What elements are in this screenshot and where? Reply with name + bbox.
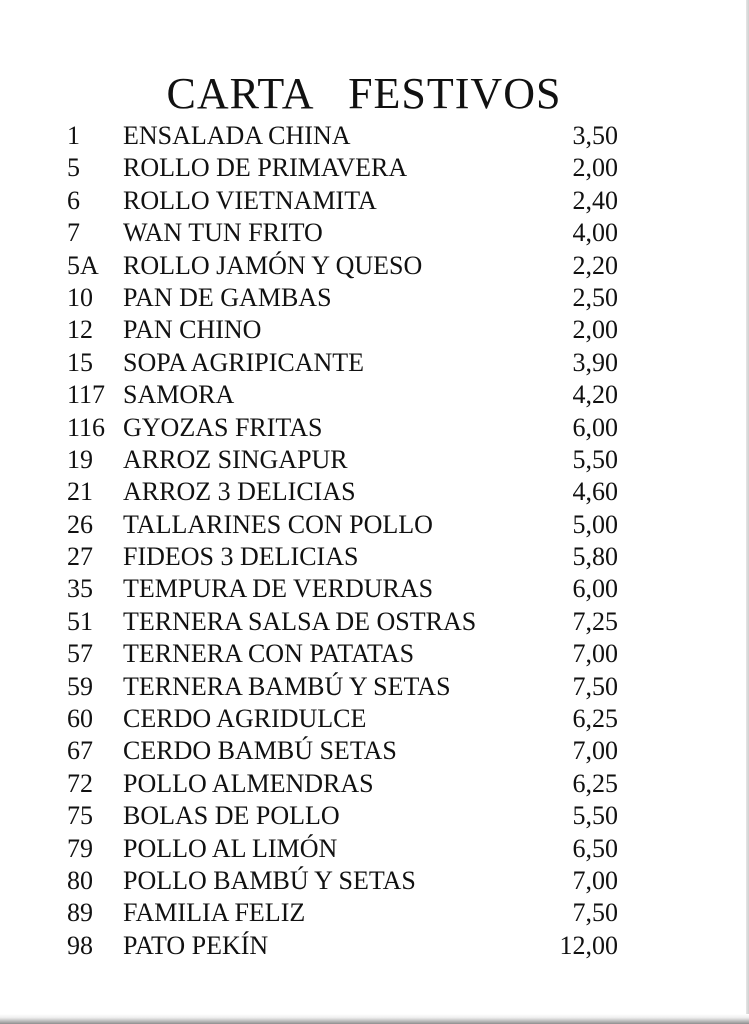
item-name: WAN TUN FRITO (123, 218, 323, 248)
menu-item (0, 444, 749, 476)
item-name: CERDO AGRIDULCE (123, 704, 367, 734)
item-number: 5 (67, 153, 80, 183)
menu-item (0, 865, 749, 897)
menu-item (0, 768, 749, 800)
item-price: 4,20 (572, 380, 618, 410)
item-price: 7,50 (572, 671, 618, 701)
menu-item (0, 412, 749, 444)
item-name: ARROZ 3 DELICIAS (123, 477, 356, 507)
item-price: 2,40 (572, 185, 618, 215)
item-number: 89 (67, 898, 93, 928)
item-price: 6,50 (572, 833, 618, 863)
item-number: 7 (67, 218, 80, 248)
menu-item (0, 833, 749, 865)
item-number: 6 (67, 185, 80, 215)
item-price: 7,00 (572, 865, 618, 895)
item-name: FAMILIA FELIZ (123, 898, 306, 928)
item-price: 2,20 (572, 250, 618, 280)
item-name: PAN DE GAMBAS (123, 282, 332, 312)
item-name: TERNERA SALSA DE OSTRAS (123, 606, 477, 636)
item-name: FIDEOS 3 DELICIAS (123, 542, 359, 572)
item-number: 1 (67, 121, 80, 150)
menu-item (0, 217, 749, 249)
item-price: 5,80 (572, 542, 618, 572)
item-number: 19 (67, 444, 93, 474)
menu-item (0, 671, 749, 703)
item-price: 5,50 (572, 801, 618, 831)
menu-item (0, 800, 749, 832)
menu-item (0, 250, 749, 282)
item-number: 60 (67, 704, 93, 734)
item-price: 7,25 (572, 606, 618, 636)
item-name: ROLLO JAMÓN Y QUESO (123, 250, 423, 280)
item-name: TERNERA CON PATATAS (123, 639, 415, 669)
item-number: 117 (67, 380, 106, 410)
menu-item (0, 476, 749, 508)
item-number: 72 (67, 768, 93, 798)
menu-item (0, 347, 749, 379)
item-number: 12 (67, 315, 93, 345)
menu-item (0, 314, 749, 346)
item-price: 3,50 (572, 121, 618, 150)
item-number: 75 (67, 801, 93, 831)
item-price: 5,50 (572, 444, 618, 474)
menu-item (0, 152, 749, 184)
item-number: 59 (67, 671, 93, 701)
menu-item (0, 379, 749, 411)
item-price: 2,50 (572, 282, 618, 312)
menu-list (0, 120, 749, 962)
menu-item (0, 509, 749, 541)
item-number: 35 (67, 574, 93, 604)
item-price: 2,00 (572, 153, 618, 183)
item-number: 116 (67, 412, 106, 442)
item-name: SOPA AGRIPICANTE (123, 347, 365, 377)
item-name: PAN CHINO (123, 315, 262, 345)
item-name: ROLLO VIETNAMITA (123, 185, 377, 215)
menu-item (0, 185, 749, 217)
item-price: 7,00 (572, 736, 618, 766)
item-number: 27 (67, 542, 93, 572)
item-number: 79 (67, 833, 93, 863)
item-price: 7,50 (572, 898, 618, 928)
item-name: PATO PEKÍN (123, 930, 269, 960)
item-name: POLLO BAMBÚ Y SETAS (123, 865, 416, 895)
menu-item (0, 573, 749, 605)
item-name: GYOZAS FRITAS (123, 412, 323, 442)
item-number: 98 (67, 930, 93, 960)
item-price: 5,00 (572, 509, 618, 539)
menu-item (0, 703, 749, 735)
menu-item (0, 606, 749, 638)
item-price: 3,90 (572, 347, 618, 377)
item-number: 21 (67, 477, 93, 507)
item-name: SAMORA (123, 380, 235, 410)
page-bottom-shadow (0, 1014, 749, 1024)
item-name: TALLARINES CON POLLO (123, 509, 433, 539)
item-name: ENSALADA CHINA (123, 121, 351, 150)
menu-item (0, 541, 749, 573)
item-name: POLLO ALMENDRAS (123, 768, 374, 798)
item-name: ARROZ SINGAPUR (123, 444, 348, 474)
item-price: 12,00 (559, 930, 618, 960)
menu-item (0, 735, 749, 767)
item-name: TEMPURA DE VERDURAS (123, 574, 434, 604)
item-number: 5A (67, 250, 99, 280)
menu-item (0, 282, 749, 314)
item-number: 51 (67, 606, 93, 636)
menu-item (0, 897, 749, 929)
menu-item (0, 930, 749, 962)
menu-item (0, 120, 749, 152)
item-number: 57 (67, 639, 93, 669)
item-price: 4,00 (572, 218, 618, 248)
item-number: 15 (67, 347, 93, 377)
item-price: 6,00 (572, 574, 618, 604)
menu-title: CARTA FESTIVOS (166, 69, 562, 118)
item-price: 7,00 (572, 639, 618, 669)
item-price: 2,00 (572, 315, 618, 345)
item-name: CERDO BAMBÚ SETAS (123, 736, 397, 766)
item-price: 6,25 (572, 704, 618, 734)
menu-item (0, 638, 749, 670)
item-name: BOLAS DE POLLO (123, 801, 340, 831)
item-name: TERNERA BAMBÚ Y SETAS (123, 671, 451, 701)
item-number: 67 (67, 736, 93, 766)
item-number: 26 (67, 509, 93, 539)
item-price: 4,60 (572, 477, 618, 507)
item-price: 6,25 (572, 768, 618, 798)
item-name: POLLO AL LIMÓN (123, 833, 338, 863)
item-name: ROLLO DE PRIMAVERA (123, 153, 408, 183)
item-number: 10 (67, 282, 93, 312)
item-price: 6,00 (572, 412, 618, 442)
item-number: 80 (67, 865, 93, 895)
